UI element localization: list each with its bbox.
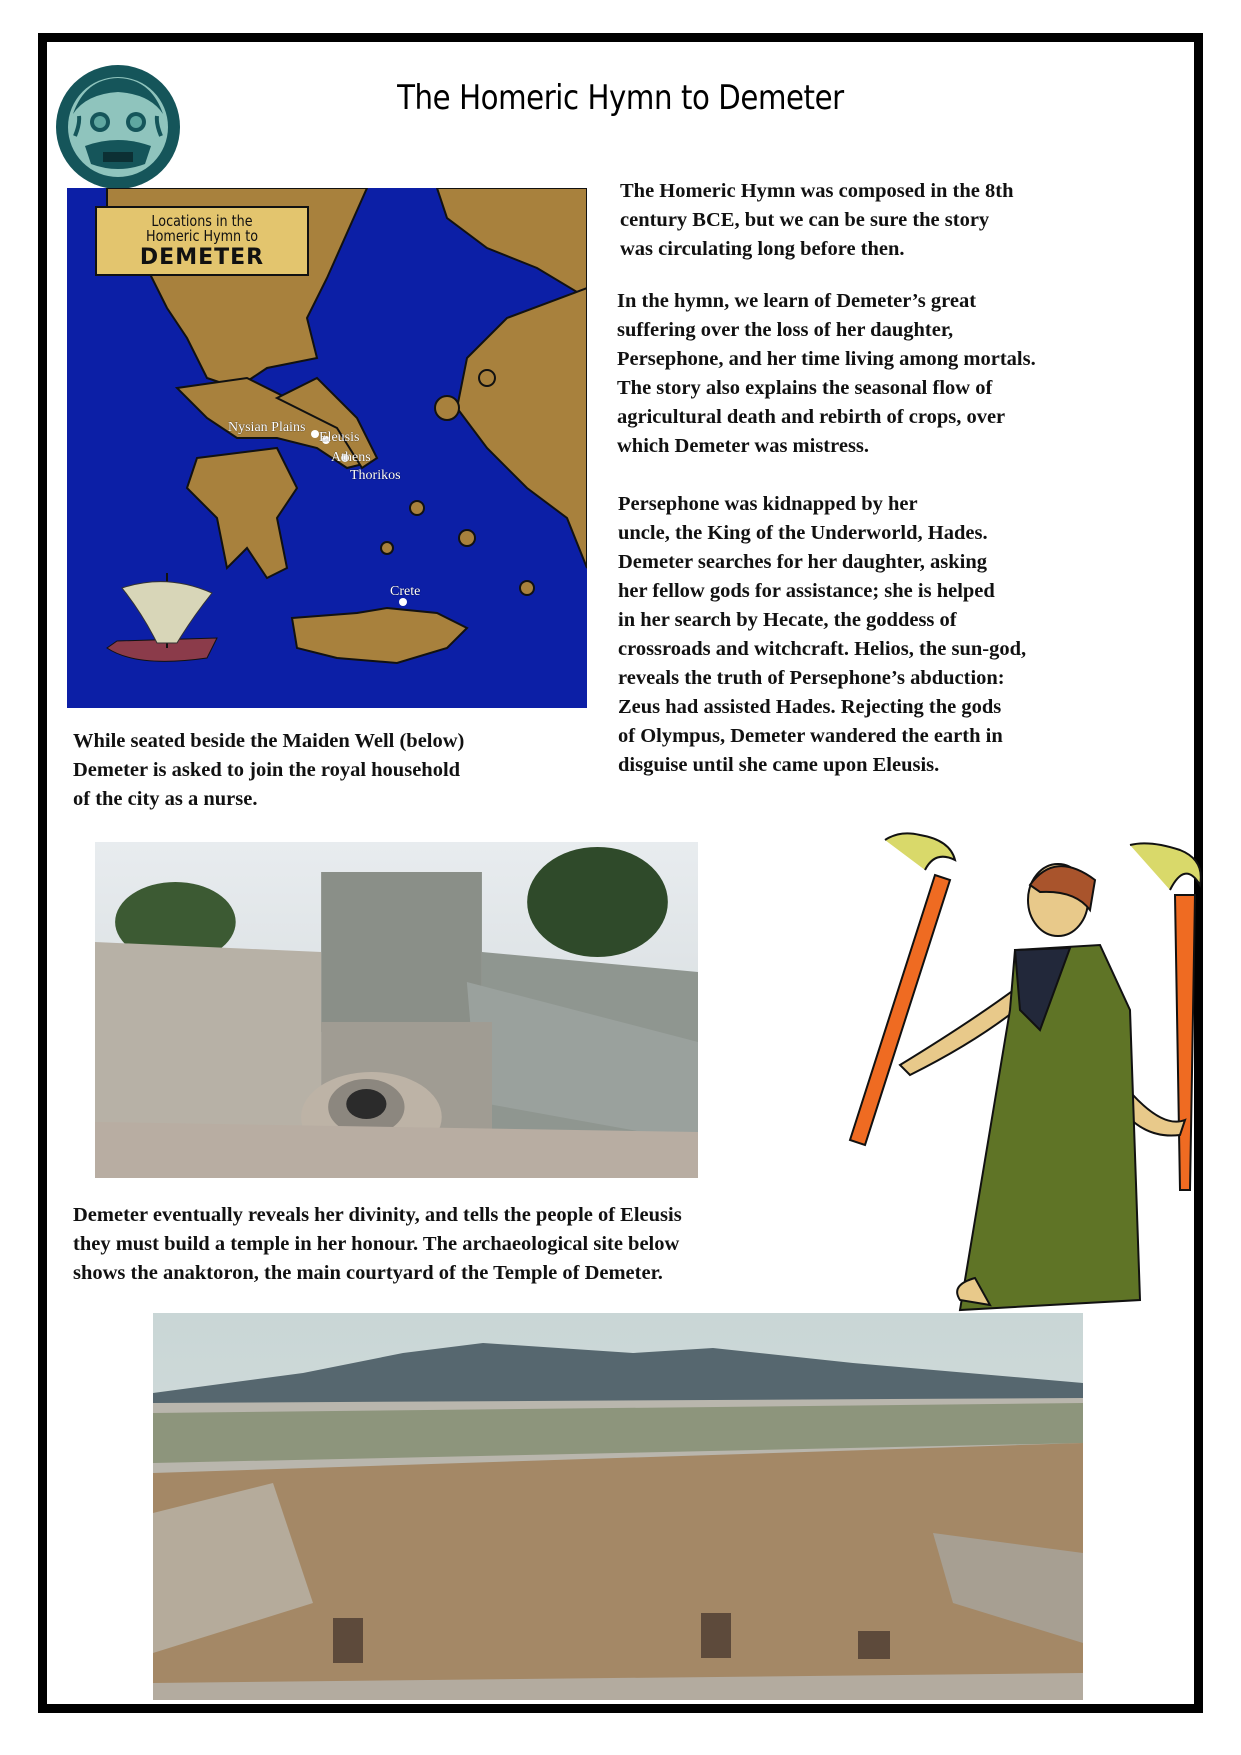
map-of-greece — [67, 188, 587, 708]
kidnapping-paragraph — [618, 490, 1026, 780]
text-line: uncle, the King of the Underworld, Hades. — [618, 522, 988, 544]
text-line: The Homeric Hymn was composed in the 8th — [620, 180, 1014, 202]
text-line: agricultural death and rebirth of crops, over — [617, 406, 1006, 428]
text-line: reveals the truth of Persephone’s abduction: — [618, 667, 1005, 689]
text-line: While seated beside the Maiden Well (below) — [73, 730, 465, 752]
text-line: which Demeter was mistress. — [617, 435, 870, 457]
text-line: disguise until she came upon Eleusis. — [618, 754, 940, 776]
text-line: her fellow gods for assistance; she is helped — [618, 580, 995, 602]
banner-line-1: Locations in the — [151, 212, 253, 230]
demeter-figure-illustration — [840, 830, 1220, 1320]
text-line: Demeter searches for her daughter, asking — [618, 551, 987, 573]
map-label-athens: Athens — [331, 450, 371, 465]
left-torch-icon — [850, 833, 955, 1145]
text-line: Persephone, and her time living among mortals. — [617, 348, 1036, 370]
maiden-well-paragraph — [73, 727, 464, 814]
text-line: In the hymn, we learn of Demeter’s great — [617, 290, 977, 312]
text-line: Persephone was kidnapped by her — [618, 493, 918, 515]
map-label-crete: Crete — [390, 584, 421, 599]
map-banner — [95, 206, 309, 276]
maiden-well-photo — [95, 842, 698, 1178]
right-torch-icon — [1130, 843, 1201, 1190]
text-line: The story also explains the seasonal flow of — [617, 377, 993, 399]
text-line: they must build a temple in her honour. The archaeological site below — [73, 1233, 680, 1255]
map-label-eleusis: Eleusis — [319, 430, 360, 445]
text-line: crossroads and witchcraft. Helios, the sun-god, — [618, 638, 1027, 660]
text-line: of the city as a nurse. — [73, 788, 258, 810]
text-line: Zeus had assisted Hades. Rejecting the gods — [618, 696, 1002, 718]
text-line: shows the anaktoron, the main courtyard of the Temple of Demeter. — [73, 1262, 663, 1284]
suffering-paragraph — [617, 287, 1036, 461]
text-line: Demeter is asked to join the royal household — [73, 759, 461, 781]
map-label-thorikos: Thorikos — [350, 468, 401, 483]
banner-line-2: Homeric Hymn to — [146, 227, 258, 245]
text-line: Demeter eventually reveals her divinity, and tells the people of Eleusis — [73, 1204, 682, 1226]
text-line: century BCE, but we can be sure the story — [620, 209, 990, 231]
text-line: suffering over the loss of her daughter, — [617, 319, 954, 341]
banner-line-3: DEMETER — [139, 245, 265, 270]
page-title: The Homeric Hymn to Demeter — [397, 78, 844, 118]
anaktoron-photo — [153, 1313, 1083, 1700]
temple-paragraph — [73, 1201, 682, 1288]
map-label-nysian-plains: Nysian Plains — [228, 420, 306, 435]
text-line: was circulating long before then. — [620, 238, 905, 260]
text-line: of Olympus, Demeter wandered the earth in — [618, 725, 1003, 747]
intro-paragraph — [620, 177, 1013, 264]
text-line: in her search by Hecate, the goddess of — [618, 609, 957, 631]
